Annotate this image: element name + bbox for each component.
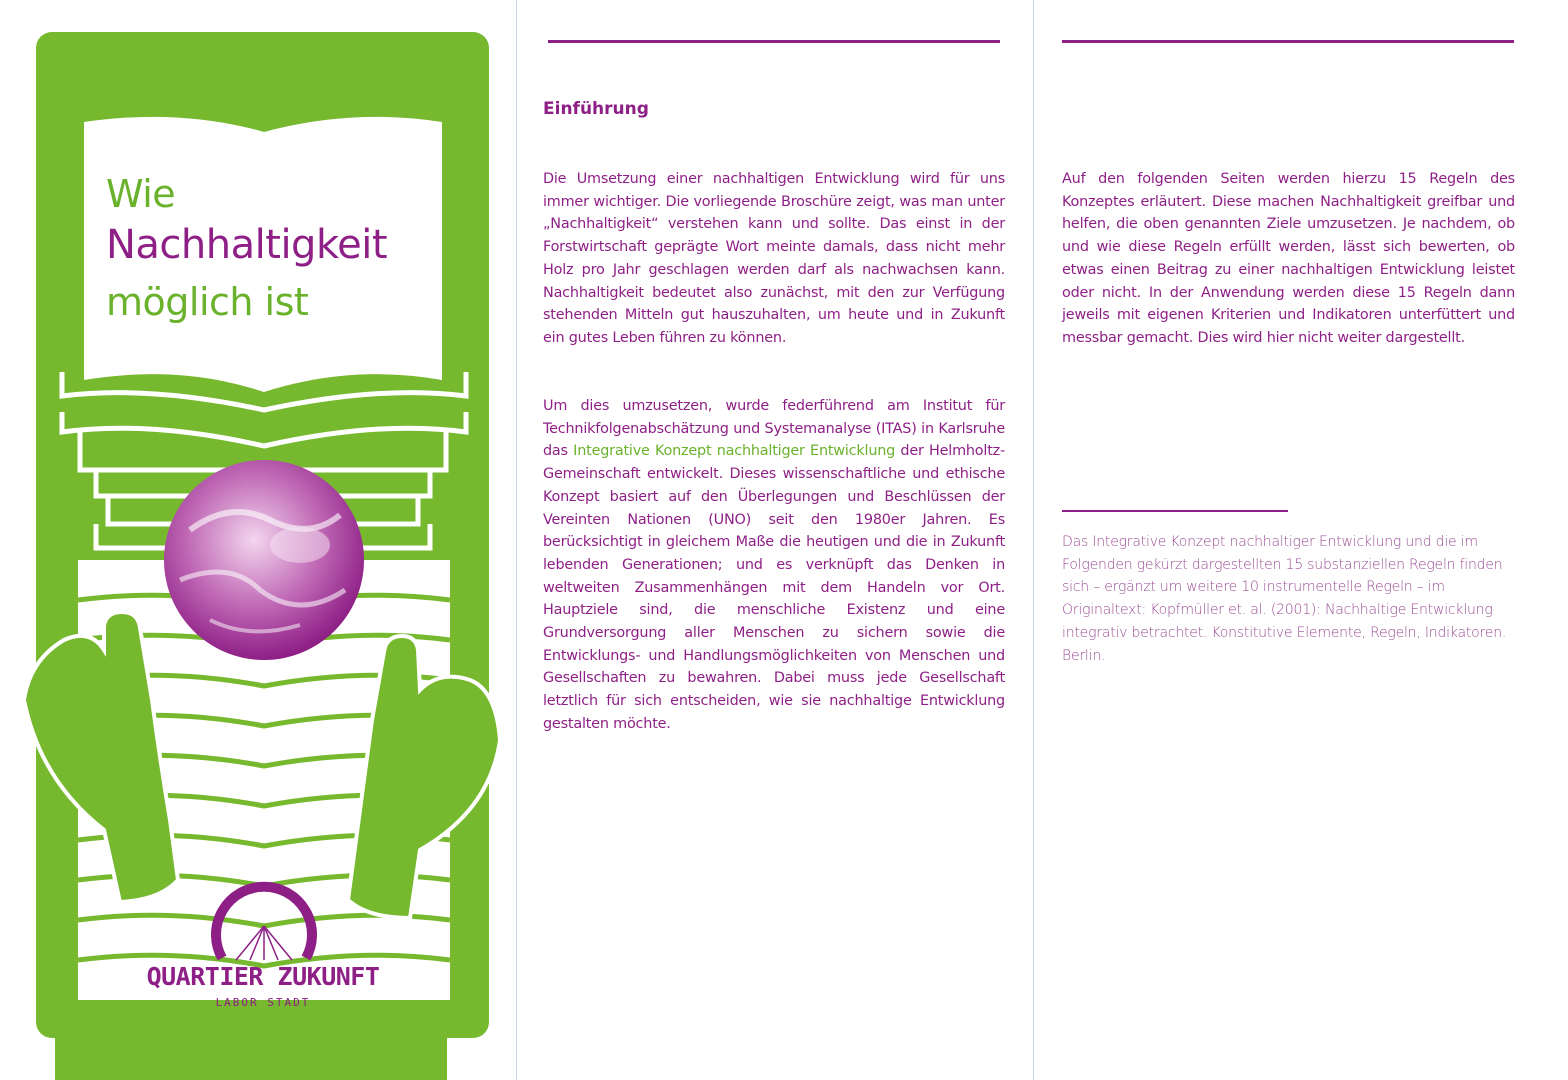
concept-highlight: Integrative Konzept nachhaltiger Entwicklung bbox=[573, 443, 896, 460]
rules-top-rule bbox=[1062, 40, 1514, 43]
intro-heading: Einführung bbox=[543, 99, 649, 119]
footnote-text: Das Integrative Konzept nachhaltiger Entwicklung und die im Folgenden gekürzt dargestellten 15 substanziellen Regeln finden sich – ergänzt um weitere 10 instrumentelle Regeln – im Originaltext: Kopfmüller et. al. (2001): Nachhaltige Entwicklung integrativ betrachtet. Konstitutive Elemente, Regeln, Indikatoren. Berlin. bbox=[1062, 534, 1507, 664]
intro-paragraph-2-start: Um dies umzusetzen, wurde federführend am Institut für Technikfolgenabschätzung und Systemanalyse (ITAS) in Karlsruhe das bbox=[543, 398, 1005, 460]
intro-top-rule bbox=[548, 40, 1000, 43]
intro-paragraph-2-end: der Helmholtz-Gemeinschaft entwickelt. Dieses wissenschaftliche und ethische Konzept basiert auf den Überlegungen und Beschlüssen der Vereinten Nationen (UNO) seit den 1980er Jahren. Es berücksichtigt in gleichem Maße die heutigen und die in Zukunft lebenden Generationen; und es verknüpft das Denken in weltweiten Zusammenhängen mit dem Handeln vor Ort. Hauptziele sind, die menschliche Existenz und eine Grundversorgung aller Menschen zu sichern sowie die Entwicklungs- und Handlungsmöglichkeiten von Menschen und Gesellschaften zu bewahren. Dabei muss jede Gesellschaft letztlich für sich entscheiden, wie sie nachhaltige Entwicklung gestalten möchte. bbox=[543, 443, 1005, 732]
rules-paragraph: Auf den folgenden Seiten werden hierzu 15 Regeln des Konzeptes erläutert. Diese machen Nachhaltigkeit greifbar und helfen, die oben genannten Ziele umzusetzen. Je nachdem, ob und wie diese Regeln erfüllt werden, lässt sich bewerten, ob etwas einen Beitrag zu einer nachhaltigen Entwicklung leistet oder nicht. In der Anwendung werden diese 15 Regeln dann jeweils mit eigenen Kriterien und Indikatoren unterfüttert und messbar gemacht. Dies wird hier nicht weiter dargestellt. bbox=[1062, 171, 1515, 346]
intro-paragraph-2 bbox=[543, 395, 1005, 736]
footnote-rule bbox=[1062, 510, 1288, 512]
logo-tagline: LABOR STADT bbox=[215, 996, 311, 1009]
fold-line-right bbox=[1033, 0, 1034, 1080]
cover-title-line-2: Nachhaltigkeit bbox=[106, 222, 388, 268]
cover-title-line-3: möglich ist bbox=[106, 280, 309, 324]
globe-icon bbox=[164, 460, 364, 660]
cover-panel bbox=[0, 0, 516, 1080]
intro-paragraph-1: Die Umsetzung einer nachhaltigen Entwicklung wird für uns immer wichtiger. Die vorliegende Broschüre zeigt, was man unter „Nachhaltigkeit“ verstehen kann und sollte. Das einst in der Forstwirtschaft geprägte Wort meinte damals, dass nicht mehr Holz pro Jahr geschlagen werden darf als nachwachsen kann. Nachhaltigkeit bedeutet also zunächst, mit den zur Verfügung stehenden Mitteln gut hauszuhalten, um heute und in Zukunft ein gutes Leben führen zu können. bbox=[543, 171, 1005, 346]
cover-title-line-1: Wie bbox=[106, 172, 176, 216]
cover-illustration bbox=[0, 0, 516, 1080]
fold-line-left bbox=[516, 0, 517, 1080]
logo-name: QUARTIER ZUKUNFT bbox=[146, 962, 380, 991]
